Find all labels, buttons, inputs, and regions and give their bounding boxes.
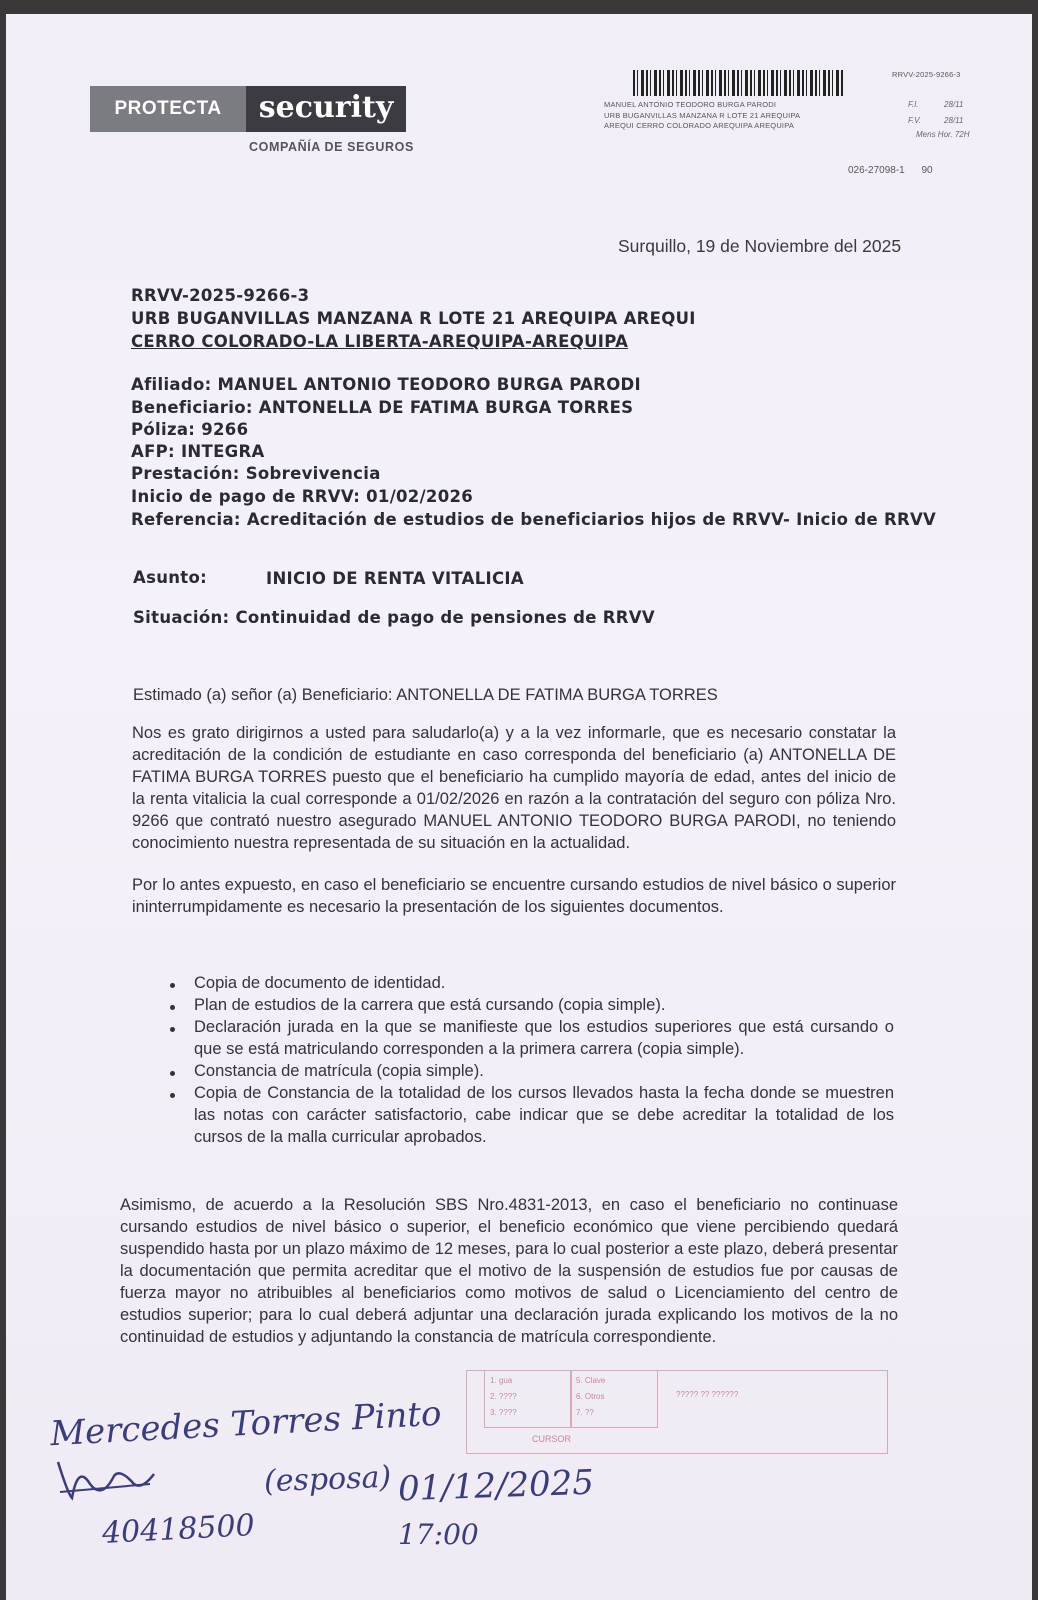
label-line-1: MANUEL ANTONIO TEODORO BURGA PARODI bbox=[604, 100, 777, 109]
bullet-dot bbox=[170, 1005, 175, 1010]
stamp-c1: 5. Clave bbox=[576, 1376, 606, 1385]
address-line-2: CERRO COLORADO-LA LIBERTA-AREQUIPA-AREQUIPA bbox=[131, 332, 629, 351]
label-note: Mens Hor. 72H bbox=[916, 130, 970, 139]
detail-referencia: Referencia: Acreditación de estudios de beneficiarios hijos de RRVV- Inicio de RRVV bbox=[131, 510, 937, 529]
company-logo bbox=[90, 86, 406, 132]
situacion: Situación: Continuidad de pago de pensiones de RRVV bbox=[133, 608, 655, 627]
document-item-4: Constancia de matrícula (copia simple). bbox=[194, 1062, 484, 1080]
stamp-r2: 2. ???? bbox=[490, 1392, 517, 1401]
document-item-5: Copia de Constancia de la totalidad de los cursos llevados hasta la fecha donde se muestren las notas con carácter satisfactorio, cabe indicar que se debe acreditar la totalidad de los cursos de la malla curricular aprobados. bbox=[194, 1084, 894, 1146]
detail-poliza: Póliza: 9266 bbox=[131, 420, 249, 439]
stamp-r3: 3. ???? bbox=[490, 1408, 517, 1417]
document-item-1: Copia de documento de identidad. bbox=[194, 974, 446, 992]
bullet-dot bbox=[170, 983, 175, 988]
label-line-2: URB BUGANVILLAS MANZANA R LOTE 21 AREQUIPA bbox=[604, 111, 801, 120]
stamp-cursor: CURSOR bbox=[532, 1434, 572, 1444]
paragraph-2: Por lo antes expuesto, en caso el beneficiario se encuentre cursando estudios de nivel básico o superior ininterrumpidamente es necesario la presentación de los siguientes documentos. bbox=[132, 876, 896, 916]
signature-icon bbox=[50, 1454, 160, 1504]
detail-prestacion: Prestación: Sobrevivencia bbox=[131, 464, 381, 483]
asunto-label: Asunto: bbox=[133, 568, 208, 587]
label-fv-value: 28/11 bbox=[944, 116, 964, 125]
doc-number: 026-27098-1 bbox=[848, 165, 905, 176]
stamp-right-1: ????? ?? ?????? bbox=[676, 1390, 739, 1399]
bullet-dot bbox=[170, 1027, 175, 1032]
label-ref-top: RRVV-2025-9266-3 bbox=[892, 70, 961, 79]
paragraph-3: Asimismo, de acuerdo a la Resolución SBS Nro.4831-2013, en caso el beneficiario no continuase cursando estudios de nivel básico o superior, el beneficio económico que viene percibiendo quedará suspendido hasta por un plazo máximo de 12 meses, para lo cual posterior a este plazo, deberá presentar la documentación que permita acreditar que el motivo de la suspensión de estudios fue por causas de fuerza mayor no atribuibles al beneficiarios como motivos de salud o Licenciamiento del centro de estudios superior; para lo cual deberá adjuntar una declaración jurada explicando los motivos de la no continuidad de estudios y adjuntando la constancia de matrícula correspondiente. bbox=[120, 1196, 898, 1346]
address-ref: RRVV-2025-9266-3 bbox=[131, 286, 310, 305]
label-line-3: AREQUI CERRO COLORADO AREQUIPA AREQUIPA bbox=[604, 121, 795, 130]
logo-security: security bbox=[246, 86, 406, 132]
stamp-r1: 1. gua bbox=[490, 1376, 513, 1385]
letter-page bbox=[6, 14, 1032, 1600]
detail-afiliado: Afiliado: MANUEL ANTONIO TEODORO BURGA PARODI bbox=[131, 375, 641, 394]
address-line-1: URB BUGANVILLAS MANZANA R LOTE 21 AREQUIPA AREQUI bbox=[131, 309, 696, 328]
signature-scribble bbox=[50, 1454, 160, 1512]
document-item-3: Declaración jurada en la que se manifieste que los estudios superiores que está cursando o que se está matriculando corresponden a la primera carrera (copia simple). bbox=[194, 1018, 894, 1058]
handwritten-time: 17:00 bbox=[398, 1518, 479, 1551]
document-item-2: Plan de estudios de la carrera que está cursando (copia simple). bbox=[194, 996, 666, 1014]
stamp-c3: 7. ?? bbox=[576, 1408, 594, 1417]
logo-protecta: PROTECTA bbox=[90, 86, 246, 132]
bullet-dot bbox=[170, 1093, 175, 1098]
handwritten-id: 40418500 bbox=[101, 1508, 256, 1551]
detail-afp: AFP: INTEGRA bbox=[131, 442, 265, 461]
logo-subtitle: COMPAÑÍA DE SEGUROS bbox=[249, 140, 414, 154]
letter-date: Surquillo, 19 de Noviembre del 2025 bbox=[618, 236, 902, 256]
stamp-c2: 6. Otros bbox=[576, 1392, 605, 1401]
label-fv: F.V. bbox=[908, 116, 922, 125]
handwritten-name: Mercedes Torres Pinto bbox=[49, 1393, 443, 1455]
label-fi: F.I. bbox=[908, 100, 919, 109]
paragraph-1: Nos es grato dirigirnos a usted para saludarlo(a) y a la vez informarle, que es necesario constatar la acreditación de la condición de estudiante en caso corresponda del beneficiario (a) ANTONELLA DE FATIMA BURGA TORRES puesto que el beneficiario ha cumplido mayoría de edad, antes del inicio de la renta vitalicia la cual corresponde a 01/02/2026 en razón a la contratación del seguro con póliza Nro. 9266 que contrató nuestro asegurado MANUEL ANTONIO TEODORO BURGA PARODI, no teniendo conocimiento nuestra representada de su situación en la actualidad. bbox=[132, 724, 896, 852]
doc-suffix: 90 bbox=[921, 165, 933, 176]
detail-beneficiario: Beneficiario: ANTONELLA DE FATIMA BURGA TORRES bbox=[131, 398, 634, 417]
label-doc-number bbox=[848, 165, 933, 176]
greeting: Estimado (a) señor (a) Beneficiario: ANTONELLA DE FATIMA BURGA TORRES bbox=[133, 686, 718, 704]
bullet-dot bbox=[170, 1071, 175, 1076]
handwritten-relation: (esposa) bbox=[263, 1459, 392, 1500]
asunto-value: INICIO DE RENTA VITALICIA bbox=[266, 569, 524, 588]
detail-inicio-pago: Inicio de pago de RRVV: 01/02/2026 bbox=[131, 487, 474, 506]
label-fi-value: 28/11 bbox=[944, 100, 964, 109]
barcode-icon bbox=[633, 70, 843, 96]
handwritten-date: 01/12/2025 bbox=[397, 1462, 595, 1510]
